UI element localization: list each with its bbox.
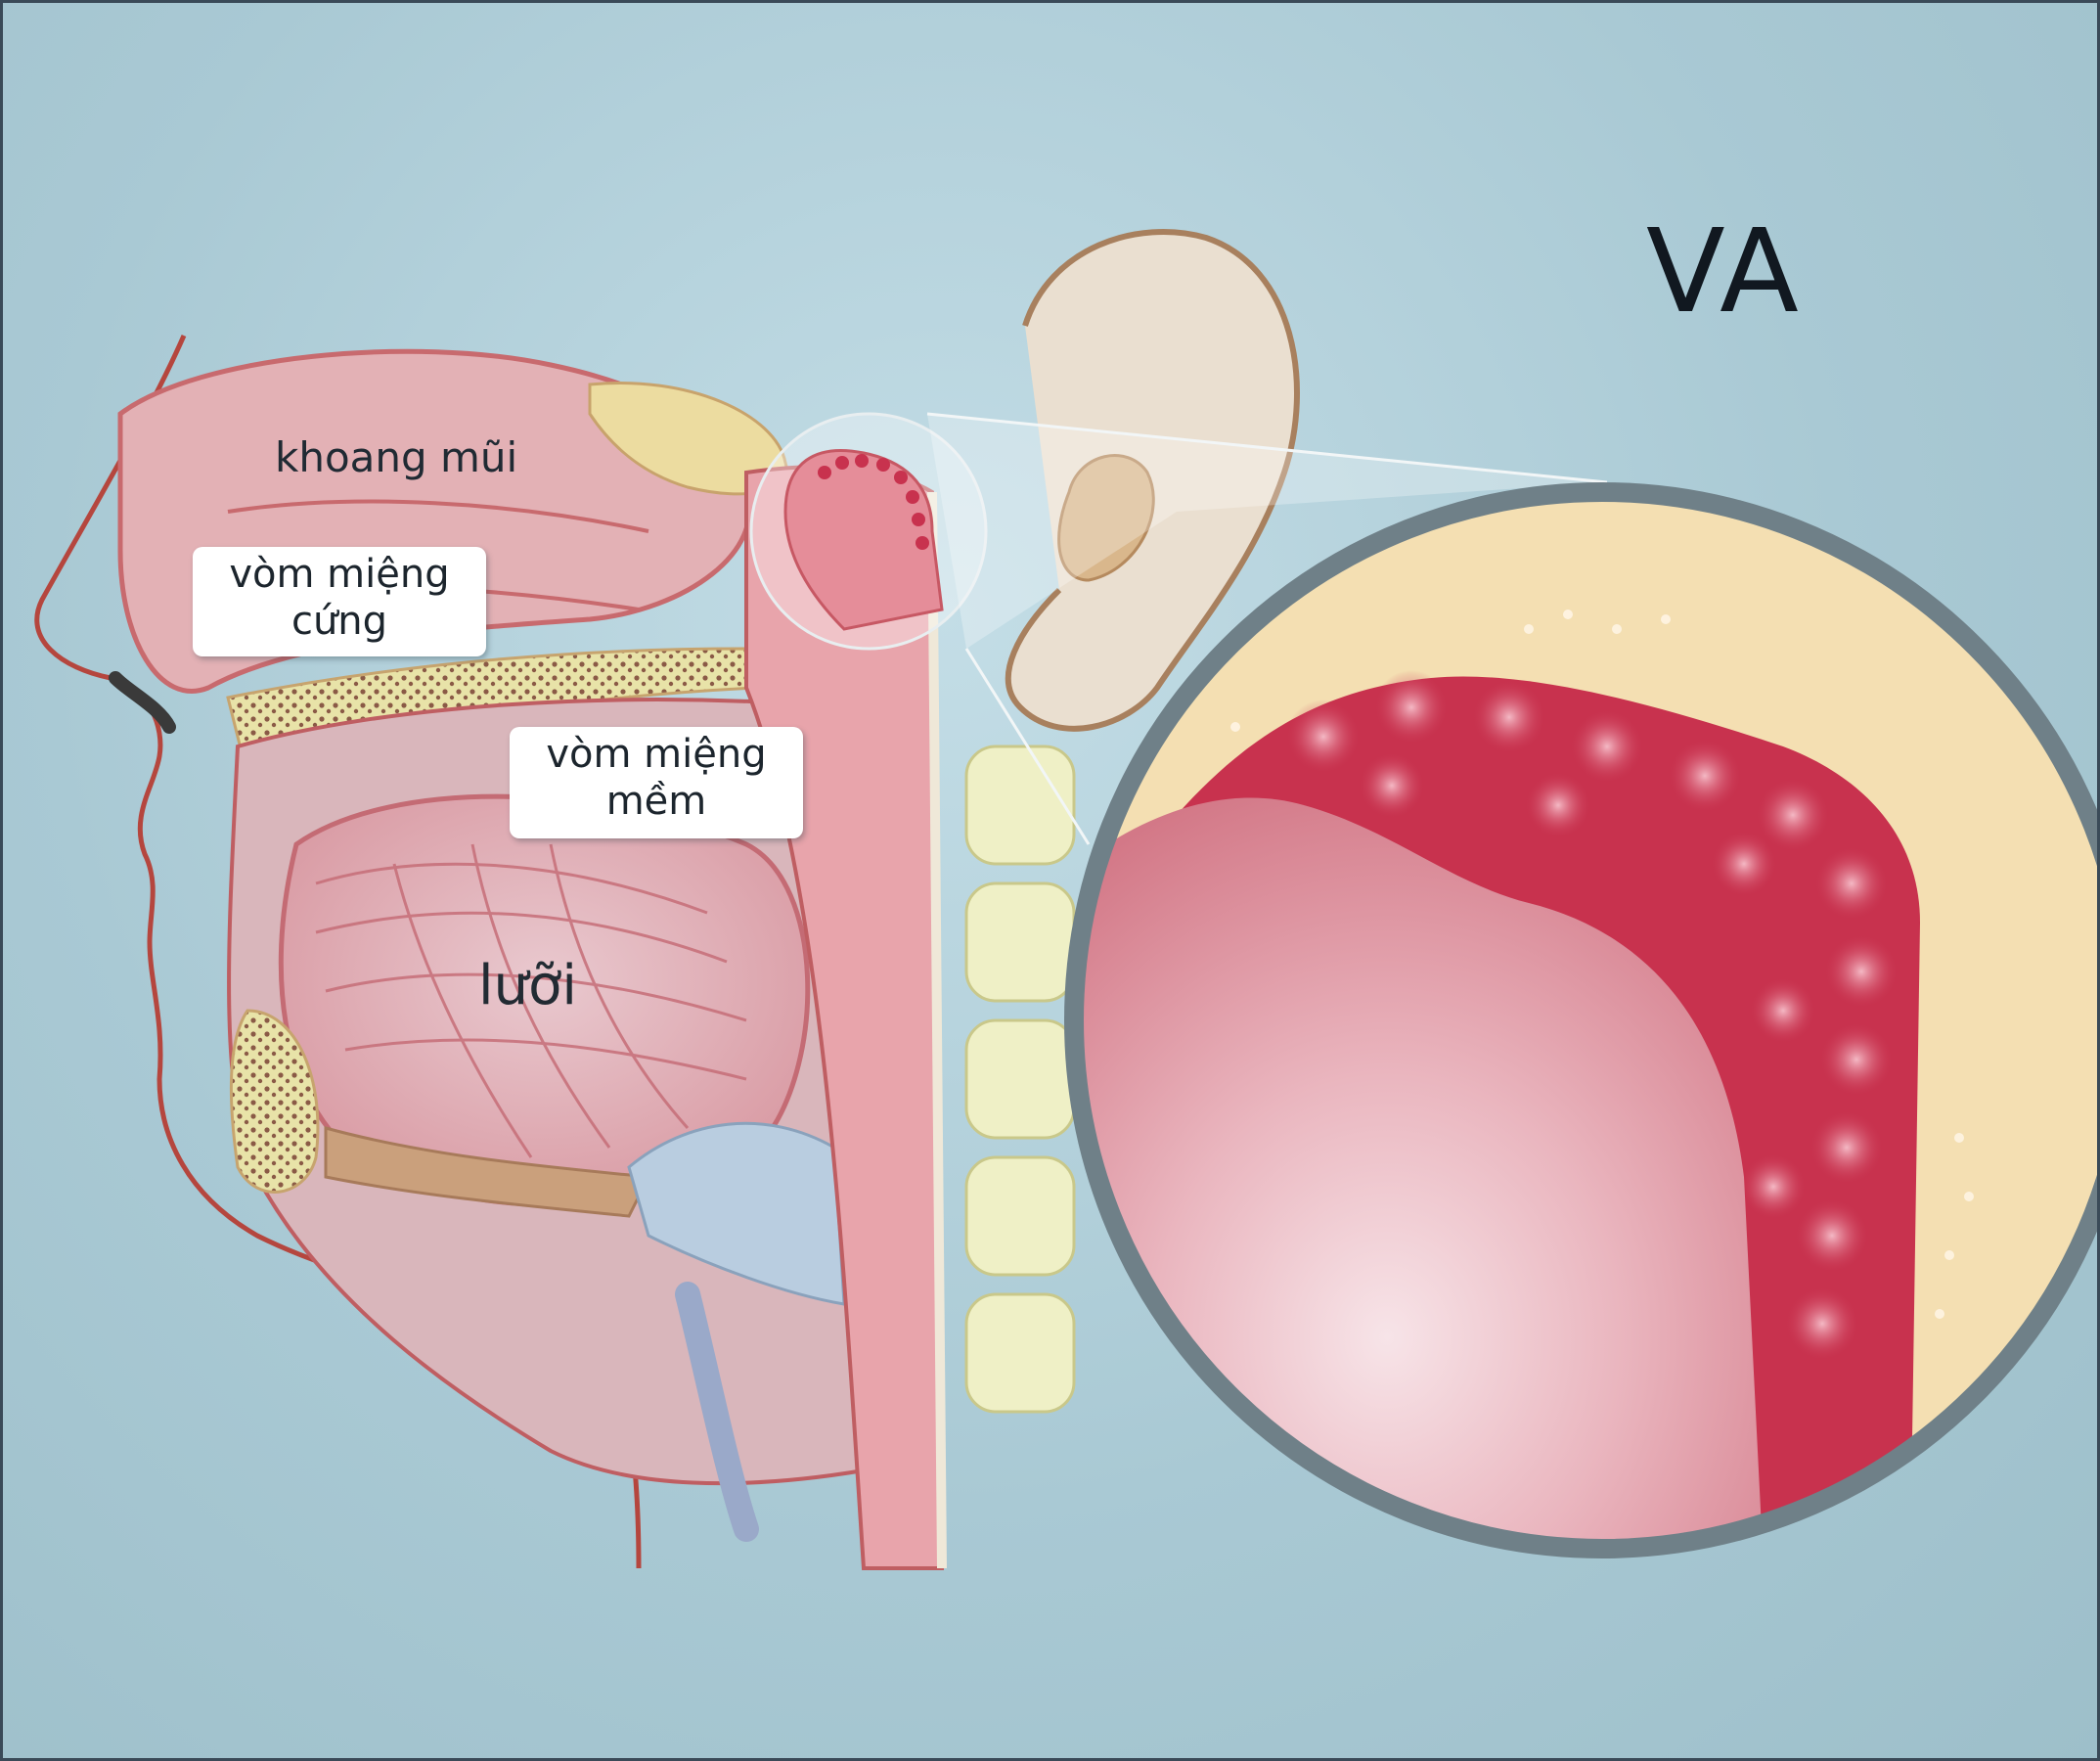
label-nasal-cavity: khoang mũi (275, 433, 518, 481)
callout-hard-palate-line1: vòm miệng (229, 552, 450, 597)
callout-hard-palate (193, 547, 486, 656)
callout-hard-palate-line2: cứng (290, 599, 388, 644)
callout-soft-palate-line1: vòm miệng (546, 732, 767, 777)
diagram-title: VA (1646, 203, 1801, 339)
nostril (115, 678, 169, 727)
callout-soft-palate (510, 727, 803, 838)
callout-soft-palate-line2: mềm (605, 779, 707, 824)
label-tongue: lưỡi (478, 954, 577, 1017)
